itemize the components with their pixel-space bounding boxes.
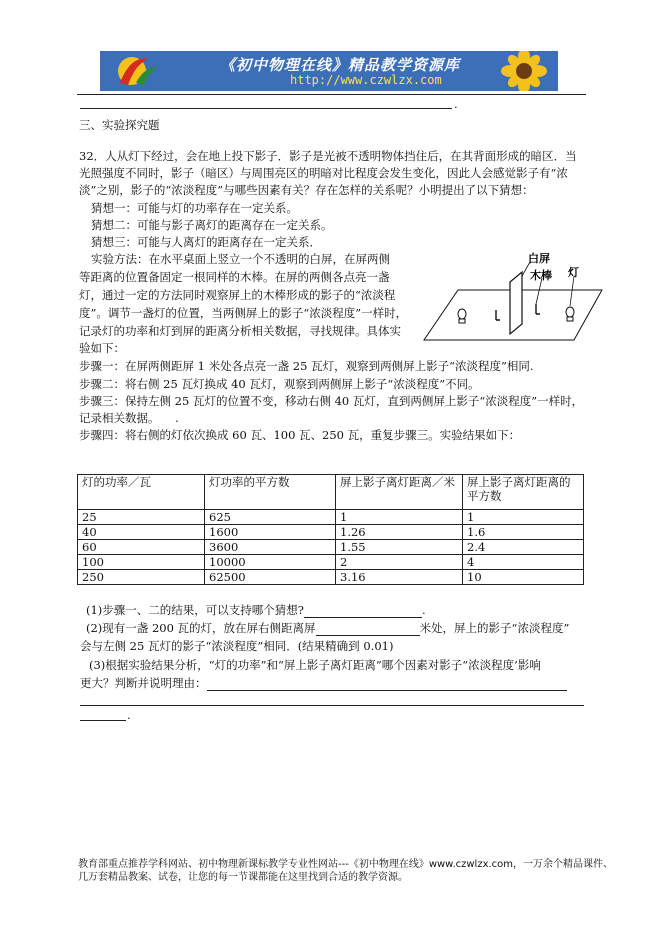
footer-line-2: 几万套精品教案、试卷，让您的每一节课都能在这里找到合适的教学资源。	[78, 872, 408, 883]
table-cell: 3.16	[336, 570, 463, 585]
answer-line-period: .	[454, 97, 458, 111]
answer-blank-2[interactable]	[316, 635, 420, 636]
logo-icon	[106, 53, 176, 89]
table-cell: 1	[463, 510, 584, 525]
stick-right	[536, 304, 540, 314]
footer	[78, 858, 613, 884]
step-4: 步骤四：将右侧的灯依次换成 60 瓦、100 瓦、250 瓦，重复步骤三。实验结果如下：	[79, 428, 521, 442]
table-cell: 2.4	[463, 540, 584, 555]
table-header-cell: 灯功率的平方数	[205, 475, 336, 510]
table-header-cell: 屏上影子离灯距离的平方数	[463, 475, 584, 510]
table-cell: 1600	[205, 525, 336, 540]
label-screen: 白屏	[528, 252, 550, 265]
question-intro-line: 32．人从灯下经过，会在地上投下影子．影子是光被不透明物体挡住后，在其背面形成的暗区．当	[79, 149, 577, 163]
table-cell: 1	[336, 510, 463, 525]
label-lamp: 灯	[568, 266, 579, 279]
method-line: 实验方法：在水平桌面上竖立一个不透明的白屏，在屏两侧	[91, 252, 390, 266]
subquestion-3-cont: 更大？判断并说明理由：	[80, 676, 567, 691]
sunflower-icon	[484, 51, 554, 91]
answer-line-3b	[80, 705, 584, 706]
step-3-cont: 记录相关数据。	[79, 411, 160, 425]
section-title: 三、实验探究题	[79, 118, 160, 132]
answer-line	[80, 108, 452, 109]
stray-period: .	[175, 411, 179, 425]
table-cell: 60	[78, 540, 205, 555]
answer-line-3c	[80, 720, 126, 721]
results-table	[77, 474, 584, 585]
question-intro-line: 光照强度不同时，影子（暗区）与周围亮区的明暗对比程度会发生变化，因此人会感觉影子有“浓	[79, 166, 568, 180]
table-cell: 1.6	[463, 525, 584, 540]
step-2: 步骤二：将右侧 25 瓦灯换成 40 瓦灯，观察到两侧屏上影子“浓淡程度”不同。	[79, 377, 480, 391]
method-line: 记录灯的功率和灯到屏的距离分析相关数据，寻找规律。具体实	[79, 324, 401, 338]
subquestion-1: (1)步骤一、二的结果，可以支持哪个猜想? .	[86, 603, 426, 617]
subquestion-2-cont: 会与左侧 25 瓦灯的影子“浓淡程度”相同．(结果精确到 0.01)	[80, 639, 394, 653]
table-cell: 10	[463, 570, 584, 585]
table-row	[78, 555, 584, 570]
table-cell: 10000	[205, 555, 336, 570]
stick-left	[496, 310, 500, 320]
experiment-figure	[418, 252, 604, 348]
table-row	[78, 525, 584, 540]
table-cell: 100	[78, 555, 205, 570]
label-stick: 木棒	[530, 269, 552, 282]
header-rule	[77, 94, 586, 95]
table-cell: 250	[78, 570, 205, 585]
table-row	[78, 540, 584, 555]
table-header-cell: 屏上影子离灯距离／米	[336, 475, 463, 510]
subquestion-3: (3)根据实验结果分析，“灯的功率”和“屏上影子离灯距离”哪个因素对影子“浓淡程度’影响	[89, 658, 541, 672]
answer-line-period: .	[127, 708, 131, 722]
table-cell: 25	[78, 510, 205, 525]
table-cell: 625	[205, 510, 336, 525]
table-cell: 3600	[205, 540, 336, 555]
method-line: 等距离的位置备固定一根同样的木棒。在屏的两侧各点亮一盏	[79, 270, 390, 284]
banner-title: 《初中物理在线》精品教学资源库	[220, 56, 461, 74]
table-cell: 2	[336, 555, 463, 570]
guess-3: 猜想三：可能与人离灯的距离存在一定关系．	[91, 235, 321, 249]
table-header-cell: 灯的功率／瓦	[78, 475, 205, 510]
table-cell: 62500	[205, 570, 336, 585]
step-3: 步骤三：保持左侧 25 瓦灯的位置不变，移动右侧 40 瓦灯，直到两侧屏上影子“浓淡程度”一样时，	[79, 394, 584, 408]
guess-2: 猜想二：可能与影子离灯的距离存在一定关系。	[91, 218, 333, 232]
header-banner	[100, 51, 558, 91]
subquestion-2: (2)现有一盏 200 瓦的灯，放在屏右侧距离屏 米处，屏上的影子“浓淡程度”	[86, 621, 570, 635]
lamp-left-icon	[458, 309, 466, 323]
answer-blank-1[interactable]	[304, 617, 422, 618]
lamp-right-icon	[566, 307, 574, 321]
method-line: 度”。调节一盏灯的位置，当两侧屏上的影子“浓淡程度”一样时，	[79, 306, 408, 320]
table-cell: 4	[463, 555, 584, 570]
white-screen	[510, 272, 522, 334]
answer-blank-3[interactable]	[207, 690, 567, 691]
banner-url[interactable]: http://www.czwlzx.com	[290, 73, 442, 87]
step-1: 步骤一：在屏两侧距屏 1 米处各点亮一盏 25 瓦灯，观察到两侧屏上影子“浓淡程度”相同.	[79, 359, 534, 373]
table-cell: 40	[78, 525, 205, 540]
footer-line-1: 教育部重点推荐学科网站、初中物理新课标教学专业性网站---《初中物理在线》www.czwlzx.com，一万余个精品课件、	[78, 859, 614, 870]
method-line: 验如下：	[79, 341, 125, 355]
guess-1: 猜想一：可能与灯的功率存在一定关系。	[91, 201, 298, 215]
table-header-row	[78, 475, 584, 510]
table-cell: 1.26	[336, 525, 463, 540]
table-row	[78, 510, 584, 525]
method-line: 灯，通过一定的方法同时观察屏上的木棒形成的影子的“浓淡程	[79, 288, 396, 302]
table-cell: 1.55	[336, 540, 463, 555]
question-intro-line: 淡”之别，影子的“浓淡程度”与哪些因素有关？存在怎样的关系呢？小明提出了以下猜想：	[79, 183, 534, 197]
table-row	[78, 570, 584, 585]
